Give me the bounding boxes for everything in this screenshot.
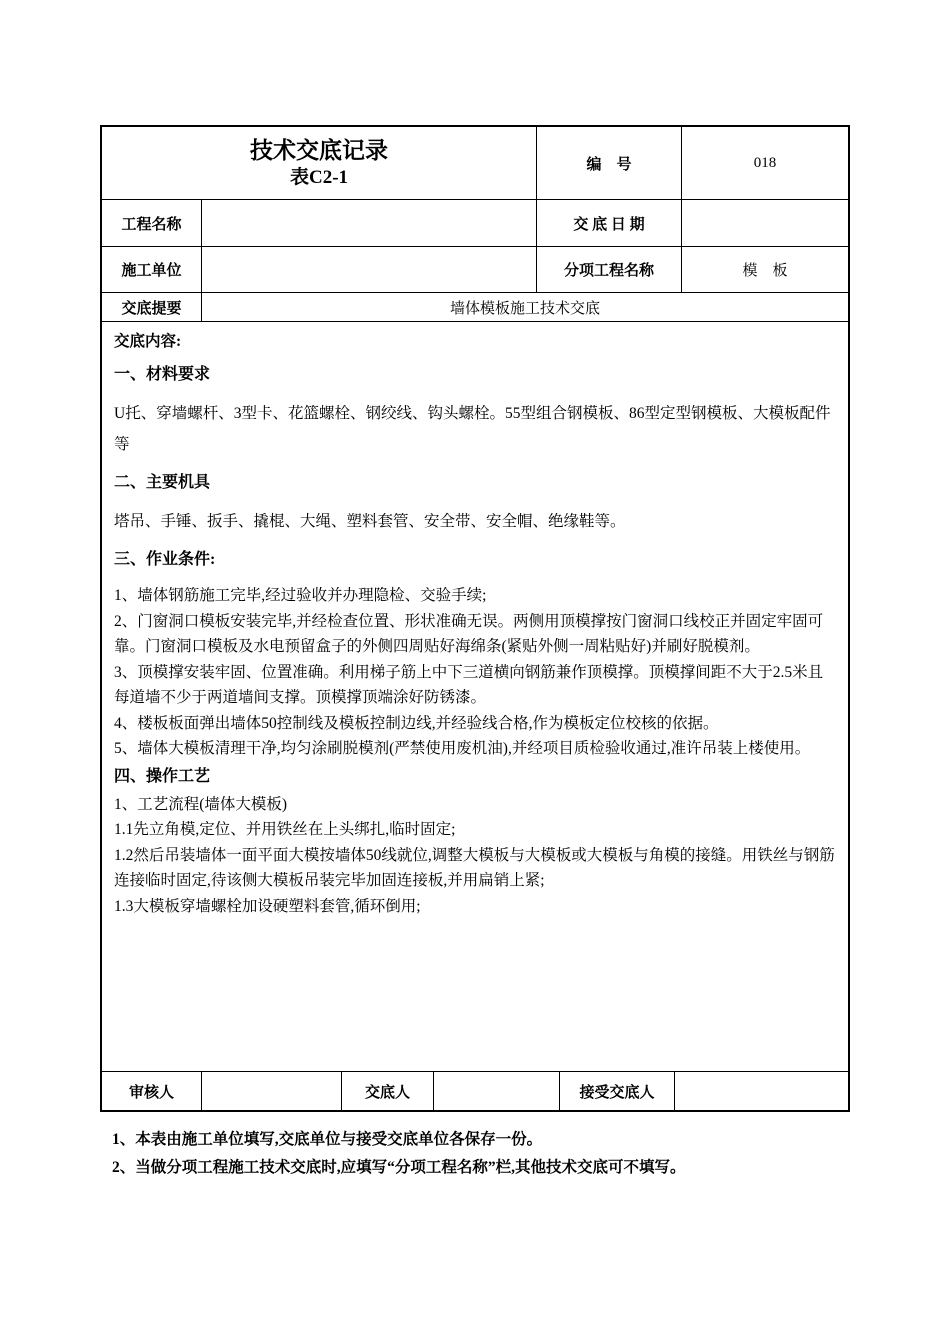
footnotes	[100, 1126, 850, 1182]
technical-disclosure-document	[100, 125, 850, 1182]
footnote-1: 1、本表由施工单位填写,交底单位与接受交底单位各保存一份。	[112, 1131, 543, 1148]
content-block: 1、墙体钢筋施工完毕,经过验收并办理隐检、交验手续;	[114, 587, 487, 604]
project-name-label: 工程名称	[102, 200, 202, 246]
content-block: 5、墙体大模板清理干净,均匀涂刷脱模剂(严禁使用废机油),并经项目质检验收通过,准许吊装上楼使用。	[114, 740, 811, 757]
discloser-value[interactable]	[434, 1072, 560, 1110]
sub-project-value: 模 板	[742, 263, 788, 279]
content-block: U托、穿墙螺杆、3型卡、花篮螺栓、钢绞线、钩头螺栓。55型组合钢模板、86型定型钢模板、大模板配件等	[114, 405, 831, 453]
sub-project-label: 分项工程名称	[537, 247, 682, 292]
number-value: 018	[753, 154, 777, 171]
construction-unit-label: 施工单位	[102, 247, 202, 292]
construction-unit-value[interactable]	[202, 247, 537, 292]
receiver-label: 接受交底人	[560, 1072, 675, 1110]
content-block: 二、主要机具	[114, 474, 211, 491]
content-label: 交底内容:	[114, 333, 182, 350]
signature-row	[102, 1072, 848, 1110]
content-blocks	[114, 364, 836, 919]
content-block: 塔吊、手锤、扳手、撬棍、大绳、塑料套管、安全带、安全帽、绝缘鞋等。	[114, 513, 626, 530]
number-label: 编 号	[537, 127, 682, 199]
reviewer-value[interactable]	[202, 1072, 342, 1110]
discloser-label: 交底人	[342, 1072, 434, 1110]
form-title-wrap	[250, 136, 388, 190]
summary-row	[102, 293, 848, 322]
content-block: 四、操作工艺	[114, 767, 211, 785]
disclosure-form-table	[100, 125, 850, 1112]
receiver-value[interactable]	[675, 1072, 848, 1110]
unit-row	[102, 247, 848, 293]
summary-value: 墙体模板施工技术交底	[449, 300, 600, 317]
content-block: 1.1先立角模,定位、并用铁丝在上头绑扎,临时固定;	[114, 821, 456, 838]
summary-label: 交底提要	[102, 293, 202, 321]
form-code: 表C2-1	[289, 167, 349, 188]
disclosure-date-value[interactable]	[682, 200, 848, 246]
footnote-2: 2、当做分项工程施工技术交底时,应填写“分项工程名称”栏,其他技术交底可不填写。	[112, 1159, 686, 1176]
content-block: 1.3大模板穿墙螺栓加设硬塑料套管,循环倒用;	[114, 897, 421, 915]
content-row	[102, 322, 848, 1072]
content-block: 3、顶模撑安装牢固、位置准确。利用梯子筋上中下三道横向钢筋兼作顶模撑。顶模撑间距不大于2.5米且每道墙不少于两道墙间支撑。顶模撑顶端涂好防锈漆。	[114, 663, 824, 706]
project-name-value[interactable]	[202, 200, 537, 246]
content-block: 1、工艺流程(墙体大模板)	[114, 795, 288, 813]
content-block: 2、门窗洞口模板安装完毕,并经检查位置、形状准确无误。两侧用顶模撑按门窗洞口线校正并固定牢固可靠。门窗洞口模板及水电预留盒子的外侧四周贴好海绵条(紧贴外侧一周粘贴好)并刷好脱模剂。	[114, 612, 824, 655]
project-row	[102, 200, 848, 247]
form-title: 技术交底记录	[250, 138, 388, 163]
content-block: 1.2然后吊装墙体一面平面大模按墙体50线就位,调整大模板与大模板或大模板与角模的接缝。用铁丝与钢筋连接临时固定,待该侧大模板吊装完毕加固连接板,并用扁销上紧;	[114, 846, 835, 889]
content-block: 4、楼板板面弹出墙体50控制线及模板控制边线,并经验线合格,作为模板定位校核的依据。	[114, 714, 719, 732]
content-block: 三、作业条件:	[114, 551, 216, 568]
form-title-cell	[102, 127, 537, 199]
disclosure-date-label: 交 底 日 期	[537, 200, 682, 246]
content-cell	[102, 322, 848, 1071]
header-row	[102, 127, 848, 200]
reviewer-label: 审核人	[102, 1072, 202, 1110]
content-block: 一、材料要求	[114, 366, 211, 383]
